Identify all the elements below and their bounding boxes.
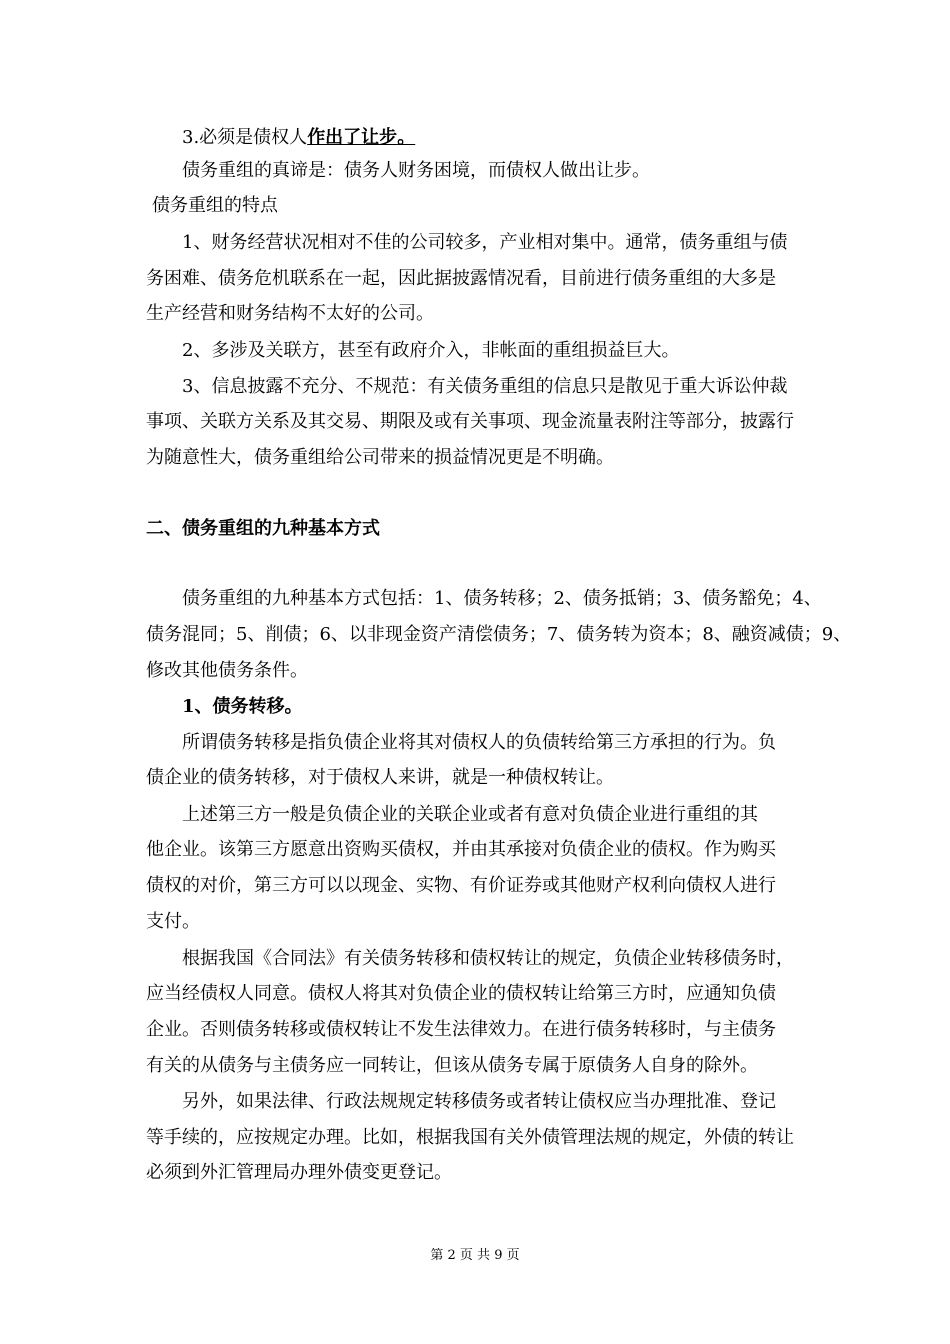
para2-line-4: 支付。 (146, 911, 200, 932)
para2-line-3: 债权的对价，第三方可以以现金、实物、有价证券或其他财产权利向债权人进行 (146, 875, 776, 896)
methods-line-3: 修改其他债务条件。 (146, 660, 308, 681)
para1-line-2: 债企业的债务转移，对于债权人来讲，就是一种债权转让。 (146, 767, 614, 788)
methods-line-2: 债务混同；5、削债；6、以非现金资产清偿债务；7、债务转为资本；8、融资减债；9、 (146, 624, 852, 645)
page-number-footer: 第 2 页 共 9 页 (430, 1248, 520, 1263)
features-heading: 债务重组的特点 (152, 195, 278, 216)
para3-line-1: 根据我国《合同法》有关债务转移和债权转让的规定，负债企业转移债务时， (182, 948, 794, 969)
feature3-line-3: 为随意性大，债务重组给公司带来的损益情况更是不明确。 (146, 447, 614, 468)
para2-line-2: 他企业。该第三方愿意出资购买债权，并由其承接对负债企业的债权。作为购买 (146, 839, 776, 860)
item3-suffix: 。 (397, 127, 416, 148)
item3-prefix: 3.必须是债权人 (182, 127, 308, 148)
truth-line: 债务重组的真谛是：债务人财务困境，而债权人做出让步。 (182, 160, 650, 181)
para4-line-1: 另外，如果法律、行政法规规定转移债务或者转让债权应当办理批准、登记 (182, 1091, 776, 1112)
item3-emphasis: 作出了让步 (307, 127, 398, 148)
section2-heading: 二、债务重组的九种基本方式 (146, 518, 380, 539)
feature3-line-1: 3、信息披露不充分、不规范：有关债务重组的信息只是散见于重大诉讼仲裁 (182, 376, 788, 397)
para4-line-3: 必须到外汇管理局办理外债变更登记。 (146, 1162, 452, 1183)
para2-line-1: 上述第三方一般是负债企业的关联企业或者有意对负债企业进行重组的其 (182, 804, 758, 825)
item3-line (182, 126, 950, 150)
para3-line-3: 企业。否则债务转移或债权转让不发生法律效力。在进行债务转移时，与主债务 (146, 1019, 776, 1040)
para3-line-2: 应当经债权人同意。债权人将其对负债企业的债权转让给第三方时，应通知负债 (146, 983, 776, 1004)
feature1-line-2: 务困难、债务危机联系在一起，因此据披露情况看，目前进行债务重组的大多是 (146, 268, 776, 289)
feature1-line-1: 1、财务经营状况相对不佳的公司较多，产业相对集中。通常，债务重组与债 (182, 232, 788, 253)
feature3-line-2: 事项、关联方关系及其交易、期限及或有关事项、现金流量表附注等部分，披露行 (146, 411, 794, 432)
para3-line-4: 有关的从债务与主债务应一同转让，但该从债务专属于原债务人自身的除外。 (146, 1055, 758, 1076)
para4-line-2: 等手续的，应按规定办理。比如，根据我国有关外债管理法规的规定，外债的转让 (146, 1127, 794, 1148)
feature1-line-3: 生产经营和财务结构不太好的公司。 (146, 303, 434, 324)
sub1-heading: 1、债务转移。 (182, 696, 303, 717)
feature2-line: 2、多涉及关联方，甚至有政府介入，非帐面的重组损益巨大。 (182, 340, 680, 361)
methods-line-1: 债务重组的九种基本方式包括：1、债务转移；2、债务抵销；3、债务豁免；4、 (182, 588, 822, 609)
para1-line-1: 所谓债务转移是指负债企业将其对债权人的负债转给第三方承担的行为。负 (182, 732, 776, 753)
